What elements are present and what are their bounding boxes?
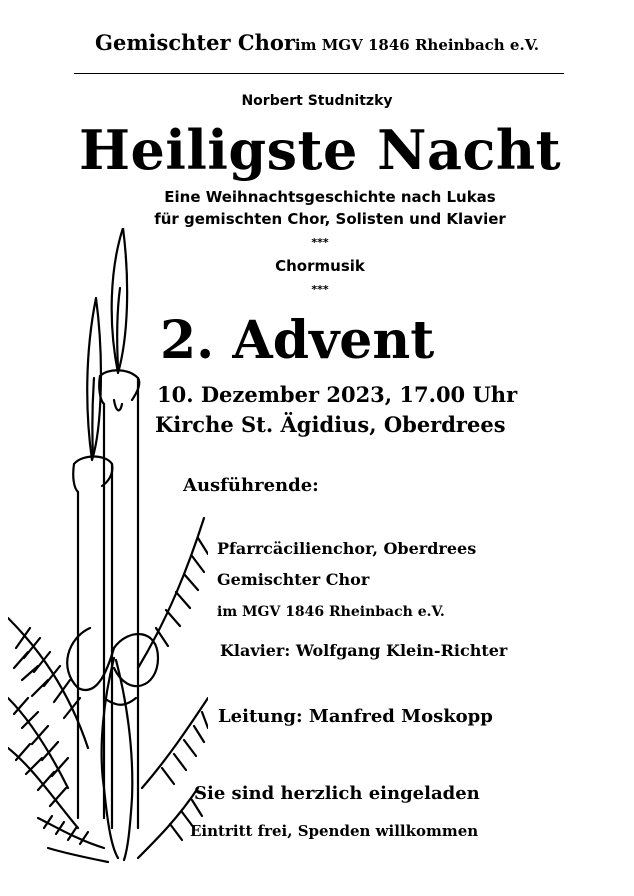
piano-performer: Klavier: Wolfgang Klein-Richter (220, 641, 508, 660)
work-title: Heiligste Nacht (78, 118, 562, 182)
performers-heading: Ausführende: (183, 475, 319, 496)
organization-name: Gemischter Chor (95, 30, 295, 55)
genre-label: Chormusik (275, 257, 365, 275)
composer-name: Norbert Studnitzky (241, 93, 393, 109)
organization-subtitle: im MGV 1846 Rheinbach e.V. (294, 36, 539, 54)
header-divider (74, 73, 564, 74)
performer-item: im MGV 1846 Rheinbach e.V. (217, 604, 445, 620)
invitation-text: Sie sind herzlich eingeladen (194, 783, 480, 804)
event-occasion: 2. Advent (160, 310, 435, 371)
event-datetime: 10. Dezember 2023, 17.00 Uhr (157, 382, 518, 407)
work-subtitle-line-1: Eine Weihnachtsgeschichte nach Lukas (164, 188, 496, 206)
conductor: Leitung: Manfred Moskopp (218, 706, 493, 727)
performer-item: Pfarrcäcilienchor, Oberdrees (217, 539, 477, 558)
organization-header (0, 30, 634, 55)
entry-note: Eintritt frei, Spenden willkommen (190, 822, 479, 840)
performer-item: Gemischter Chor (217, 570, 370, 589)
event-venue: Kirche St. Ägidius, Oberdrees (155, 412, 506, 437)
separator-stars: *** (311, 283, 329, 296)
work-subtitle-line-2: für gemischten Chor, Solisten und Klavier (154, 210, 506, 228)
separator-stars: *** (311, 236, 329, 249)
